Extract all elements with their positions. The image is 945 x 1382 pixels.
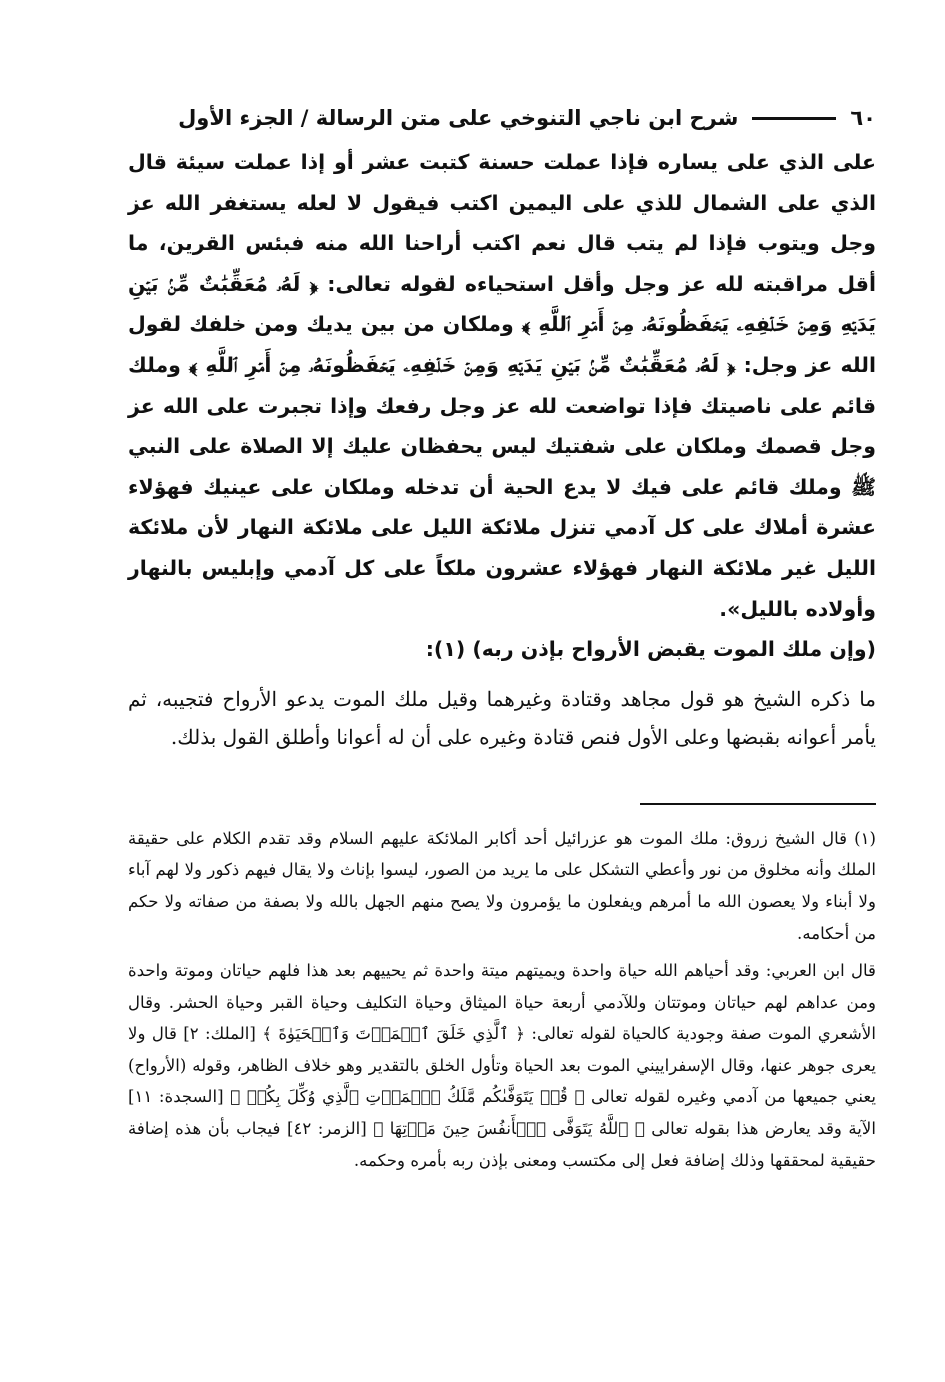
footnote-1: (١) قال الشيخ زروق: ملك الموت هو عزرائيل أحد أكابر الملائكة عليهم السلام وقد تقدم الكلام على حقيقة الملك وأنه مخلوق من نور وأعطي التشكل على ما يريد من الصور، ليسوا بإناث ولا يقال فيهم ذكور ولا لهم آباء ولا أبناء ولا يعصون الله ما أمرهم ويفعلون ما يؤمرون ولا يصح منهم الجهل بالله ولا بصفة من صفاته ولا حكم من أحكامه. (128, 828, 876, 943)
header-rule (752, 117, 836, 120)
footnotes (128, 823, 876, 1177)
book-page (128, 96, 876, 1346)
main-paragraph: على الذي على يساره فإذا عملت حسنة كتبت عشر أو إذا عملت سيئة قال الذي على الشمال للذي على اليمين اكتب فيقول لا لعله يستغفر الله عز وجل ويتوب فإذا لم يتب قال نعم اكتب أراحنا الله منه فبئس القرين، ما أقل مراقبته لله عز وجل وأقل استحياءه لقوله تعالى: ﴿ لَهُۥ مُعَقِّبَٰتٌ مِّنۢ بَيۡنِ يَدَيۡهِ وَمِنۡ خَلۡفِهِۦ يَحۡفَظُونَهُۥ مِنۡ أَمۡرِ ٱللَّهِ ﴾ وملكان من بين يديك ومن خلفك لقول الله عز وجل: ﴿ لَهُۥ مُعَقِّبَٰتٌ مِّنۢ بَيۡنِ يَدَيۡهِ وَمِنۡ خَلۡفِهِۦ يَحۡفَظُونَهُۥ مِنۡ أَمۡرِ ٱللَّهِ ﴾ وملك قائم على ناصيتك فإذا تواضعت لله عز وجل رفعك وإذا تجبرت على الله عز وجل قصمك وملكان على شفتيك ليس يحفظان عليك إلا الصلاة على النبي ﷺ وملك قائم على فيك لا يدع الحية أن تدخله وملكان على عينيك فهؤلاء عشرة أملاك على كل آدمي تنزل ملائكة الليل على ملائكة النهار لأن ملائكة الليل غير ملائكة النهار فهؤلاء عشرون ملكاً على كل آدمي وإبليس بالنهار وأولاده بالليل». (128, 150, 876, 621)
running-header (128, 96, 876, 140)
main-text (128, 142, 876, 757)
matn-quote: (وإن ملك الموت يقبض الأرواح بإذن ربه) (١): (425, 637, 876, 662)
footnote-separator (640, 803, 876, 805)
commentary-paragraph: ما ذكره الشيخ هو قول مجاهد وقتادة وغيرهما وقيل ملك الموت يدعو الأرواح فتجيبه، ثم يأمر أعوانه بقبضها وعلى الأول فنص قتادة وغيره على أن له أعوانا وأطلق القول بذلك. (128, 686, 876, 750)
book-title: شرح ابن ناجي التنوخي على متن الرسالة / الجزء الأول (178, 106, 739, 130)
page-number: ٦٠ (850, 106, 876, 130)
footnote-1-continued: قال ابن العربي: وقد أحياهم الله حياة واحدة ويميتهم ميتة واحدة ثم يحييهم بعد هذا فلهم حياتان وموتة واحدة ومن عداهم لهم حياتان وموتتان وللآدمي أربعة حياة الميثاق وحياة التكليف وحياة القبر وحياة الحشر. وقال الأشعري الموت صفة وجودية كالحياة لقوله تعالى: ﴿ ٱلَّذِي خَلَقَ ٱلۡمَوۡتَ وَٱلۡحَيَوٰةَ ﴾ [الملك: ٢] قال ولا يعرى جوهر عنها، وقال الإسفراييني الموت بعد الحياة وتأول الخلق بالتقدير وهو خلاف الظاهر، وقوله (الأرواح) يعني جميعها من آدمي وغيره لقوله تعالى ﴿ قُلۡ يَتَوَفَّىٰكُم مَّلَكُ ٱلۡمَوۡتِ ٱلَّذِي وُكِّلَ بِكُمۡ ﴾ [السجدة: ١١] الآية وقد يعارض هذا بقوله تعالى ﴿ ٱللَّهُ يَتَوَفَّى ٱلۡأَنفُسَ حِينَ مَوۡتِهَا ﴾ [الزمر: ٤٢] فيجاب بأن هذه إضافة حقيقية لمحققها وذلك إضافة فعل إلى مكتسب ومعنى بإذن ربه بأمره وحكمه. (128, 961, 876, 1170)
